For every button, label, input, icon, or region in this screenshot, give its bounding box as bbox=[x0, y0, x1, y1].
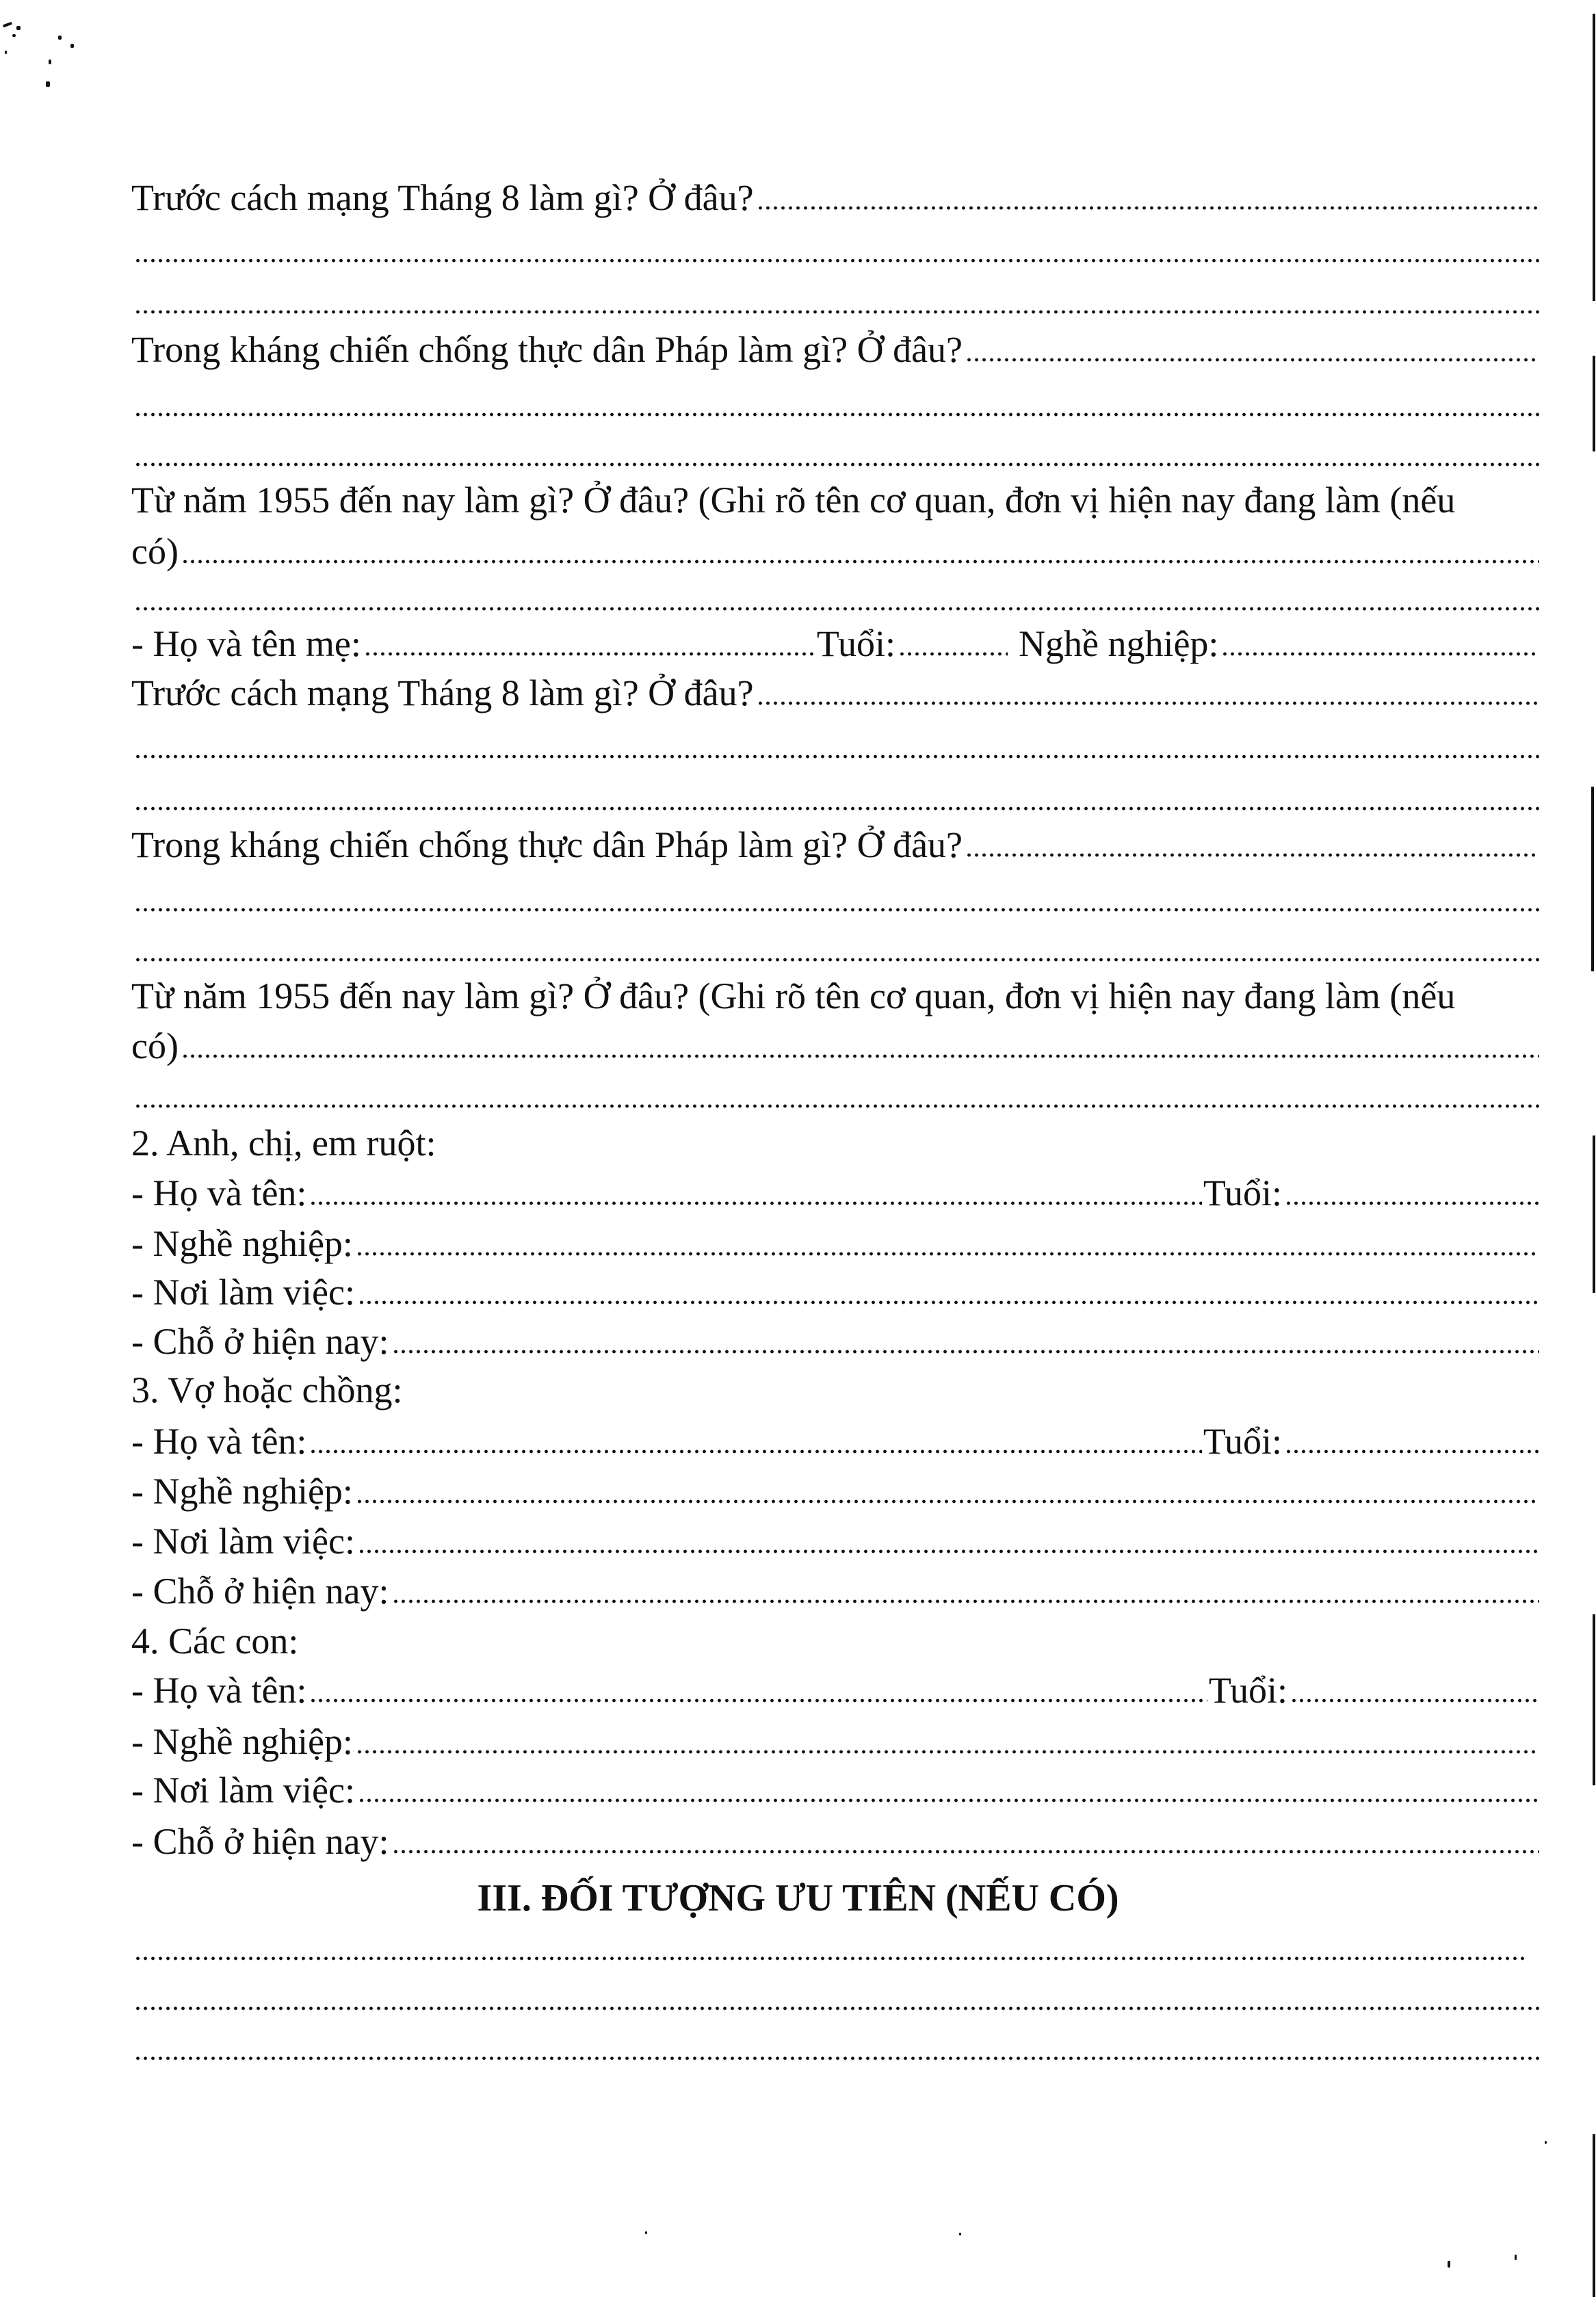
fill-in-dots[interactable] bbox=[181, 559, 1539, 564]
spouse-residence-line[interactable] bbox=[131, 1570, 1541, 1612]
children-occupation-line[interactable] bbox=[131, 1720, 1541, 1763]
priority-section-heading: III. ĐỐI TƯỢNG ƯU TIÊN (NẾU CÓ) bbox=[477, 1877, 1119, 1919]
fill-in-dots[interactable] bbox=[134, 412, 1539, 417]
spouse-age-field[interactable] bbox=[1285, 1449, 1539, 1454]
blank-line[interactable] bbox=[131, 383, 1541, 425]
mother-occupation-field[interactable] bbox=[1221, 651, 1539, 657]
father-before-revolution-line[interactable] bbox=[131, 176, 1541, 219]
father-resistance-line[interactable] bbox=[131, 328, 1541, 371]
spouse-name-line[interactable] bbox=[131, 1420, 1541, 1462]
fill-in-dots[interactable] bbox=[134, 606, 1539, 612]
scan-speck bbox=[3, 22, 13, 28]
father-since-1955-line1 bbox=[131, 479, 1541, 521]
siblings-name-label: - Họ và tên: bbox=[131, 1172, 307, 1213]
fill-in-dots[interactable] bbox=[134, 806, 1539, 811]
father-resistance-label: Trong kháng chiến chống thực dân Pháp làm gì? Ở đâu? bbox=[131, 329, 963, 370]
scan-edge bbox=[1593, 356, 1595, 451]
children-name-line[interactable] bbox=[131, 1669, 1541, 1711]
spouse-name-field[interactable] bbox=[309, 1449, 1201, 1454]
scan-speck bbox=[1515, 2255, 1517, 2260]
father-since-1955-label-cont: có) bbox=[131, 531, 179, 572]
blank-line[interactable] bbox=[131, 280, 1541, 323]
mother-resistance-label: Trong kháng chiến chống thực dân Pháp làm gì? Ở đâu? bbox=[131, 824, 963, 865]
spouse-workplace-line[interactable] bbox=[131, 1520, 1541, 1562]
scan-speck bbox=[46, 81, 50, 87]
children-residence-field[interactable] bbox=[392, 1849, 1540, 1854]
fill-in-dots[interactable] bbox=[134, 2056, 1539, 2061]
scan-speck bbox=[1545, 2141, 1547, 2144]
mother-since-1955-label: Từ năm 1955 đến nay làm gì? Ở đâu? (Ghi rõ tên cơ quan, đơn vị hiện nay đang làm (nếu bbox=[131, 975, 1456, 1016]
mother-before-revolution-line[interactable] bbox=[131, 672, 1541, 714]
siblings-residence-label: - Chỗ ở hiện nay: bbox=[131, 1321, 389, 1362]
fill-in-dots[interactable] bbox=[134, 957, 1539, 962]
mother-occupation-label: Nghề nghiệp: bbox=[1019, 623, 1219, 664]
fill-in-dots[interactable] bbox=[181, 1053, 1539, 1059]
siblings-age-label: Tuổi: bbox=[1203, 1172, 1282, 1213]
children-occupation-label: - Nghề nghiệp: bbox=[131, 1721, 353, 1762]
fill-in-dots[interactable] bbox=[757, 205, 1539, 211]
siblings-name-field[interactable] bbox=[309, 1200, 1201, 1206]
spouse-occupation-line[interactable] bbox=[131, 1470, 1541, 1512]
mother-since-1955-line1 bbox=[131, 975, 1541, 1017]
mother-resistance-line[interactable] bbox=[131, 824, 1541, 866]
scan-edge bbox=[1593, 1614, 1595, 1785]
blank-line[interactable] bbox=[131, 878, 1541, 921]
fill-in-dots[interactable] bbox=[965, 852, 1539, 858]
mother-before-revolution-label: Trước cách mạng Tháng 8 làm gì? Ở đâu? bbox=[131, 672, 754, 713]
blank-line[interactable] bbox=[131, 433, 1541, 475]
scan-edge bbox=[1591, 787, 1594, 971]
children-title-label: 4. Các con: bbox=[131, 1620, 299, 1662]
children-residence-line[interactable] bbox=[131, 1820, 1541, 1863]
scan-speck bbox=[58, 36, 62, 40]
children-workplace-field[interactable] bbox=[358, 1798, 1539, 1803]
fill-in-dots[interactable] bbox=[134, 462, 1539, 467]
mother-since-1955-label-cont: có) bbox=[131, 1025, 179, 1066]
fill-in-dots[interactable] bbox=[134, 309, 1539, 315]
fill-in-dots[interactable] bbox=[134, 907, 1539, 913]
scan-speck bbox=[1448, 2261, 1450, 2268]
fill-in-dots[interactable] bbox=[134, 1103, 1539, 1109]
blank-line[interactable] bbox=[131, 1977, 1541, 2019]
fill-in-dots[interactable] bbox=[757, 700, 1539, 706]
siblings-occupation-line[interactable] bbox=[131, 1222, 1541, 1265]
scan-speck bbox=[5, 51, 7, 54]
mother-name-line[interactable] bbox=[131, 622, 1541, 665]
blank-line[interactable] bbox=[131, 229, 1541, 272]
mother-since-1955-line2[interactable] bbox=[131, 1025, 1541, 1067]
father-since-1955-label: Từ năm 1955 đến nay làm gì? Ở đâu? (Ghi rõ tên cơ quan, đơn vị hiện nay đang làm (nếu bbox=[131, 480, 1456, 521]
children-name-label: - Họ và tên: bbox=[131, 1670, 307, 1711]
fill-in-dots[interactable] bbox=[134, 258, 1539, 263]
blank-line[interactable] bbox=[131, 1927, 1541, 1969]
spouse-workplace-label: - Nơi làm việc: bbox=[131, 1521, 355, 1562]
fill-in-dots[interactable] bbox=[965, 357, 1539, 363]
siblings-workplace-line[interactable] bbox=[131, 1271, 1541, 1313]
spouse-workplace-field[interactable] bbox=[358, 1549, 1539, 1554]
children-workplace-line[interactable] bbox=[131, 1769, 1541, 1811]
siblings-residence-line[interactable] bbox=[131, 1320, 1541, 1363]
mother-age-label: Tuổi: bbox=[816, 623, 895, 664]
children-age-field[interactable] bbox=[1290, 1698, 1539, 1703]
scan-edge bbox=[1593, 2134, 1595, 2297]
siblings-occupation-field[interactable] bbox=[356, 1251, 1539, 1257]
fill-in-dots[interactable] bbox=[134, 754, 1539, 759]
siblings-workplace-label: - Nơi làm việc: bbox=[131, 1272, 355, 1313]
spouse-name-label: - Họ và tên: bbox=[131, 1421, 307, 1462]
scan-speck bbox=[70, 44, 74, 48]
blank-line[interactable] bbox=[131, 777, 1541, 819]
scan-edge bbox=[1593, 14, 1595, 301]
scan-speck bbox=[16, 26, 21, 30]
spouse-residence-field[interactable] bbox=[392, 1599, 1540, 1604]
blank-line[interactable] bbox=[131, 725, 1541, 767]
fill-in-dots[interactable] bbox=[134, 2006, 1539, 2011]
blank-line[interactable] bbox=[131, 577, 1541, 620]
spouse-residence-label: - Chỗ ở hiện nay: bbox=[131, 1571, 389, 1612]
mother-name-field[interactable] bbox=[364, 651, 815, 657]
scan-speck bbox=[49, 60, 51, 64]
children-occupation-field[interactable] bbox=[356, 1749, 1539, 1755]
blank-line[interactable] bbox=[131, 928, 1541, 971]
children-residence-label: - Chỗ ở hiện nay: bbox=[131, 1821, 389, 1862]
blank-line[interactable] bbox=[131, 2027, 1541, 2069]
siblings-name-line[interactable] bbox=[131, 1172, 1541, 1214]
children-age-label: Tuổi: bbox=[1208, 1670, 1287, 1711]
father-since-1955-line2[interactable] bbox=[131, 530, 1541, 573]
spouse-occupation-label: - Nghề nghiệp: bbox=[131, 1471, 353, 1512]
spouse-occupation-field[interactable] bbox=[356, 1499, 1539, 1504]
siblings-residence-field[interactable] bbox=[392, 1349, 1540, 1354]
children-title bbox=[131, 1620, 1541, 1662]
children-workplace-label: - Nơi làm việc: bbox=[131, 1770, 355, 1811]
spouse-age-label: Tuổi: bbox=[1203, 1421, 1282, 1462]
scan-speck bbox=[959, 2233, 961, 2235]
spouse-title bbox=[131, 1369, 1541, 1411]
siblings-title bbox=[131, 1122, 1541, 1164]
scan-speck bbox=[12, 34, 16, 37]
siblings-age-field[interactable] bbox=[1285, 1200, 1539, 1206]
spouse-title-label: 3. Vợ hoặc chồng: bbox=[131, 1369, 403, 1410]
children-name-field[interactable] bbox=[309, 1698, 1207, 1703]
scan-speck bbox=[645, 2231, 647, 2234]
siblings-title-label: 2. Anh, chị, em ruột: bbox=[131, 1123, 436, 1164]
scan-edge bbox=[1593, 1136, 1595, 1293]
mother-name-label: - Họ và tên mẹ: bbox=[131, 623, 361, 664]
siblings-occupation-label: - Nghề nghiệp: bbox=[131, 1223, 353, 1264]
father-before-revolution-label: Trước cách mạng Tháng 8 làm gì? Ở đâu? bbox=[131, 177, 754, 218]
blank-line[interactable] bbox=[131, 1075, 1541, 1117]
mother-age-field[interactable] bbox=[898, 651, 1008, 657]
fill-in-dots[interactable] bbox=[134, 1956, 1527, 1961]
siblings-workplace-field[interactable] bbox=[358, 1300, 1539, 1305]
